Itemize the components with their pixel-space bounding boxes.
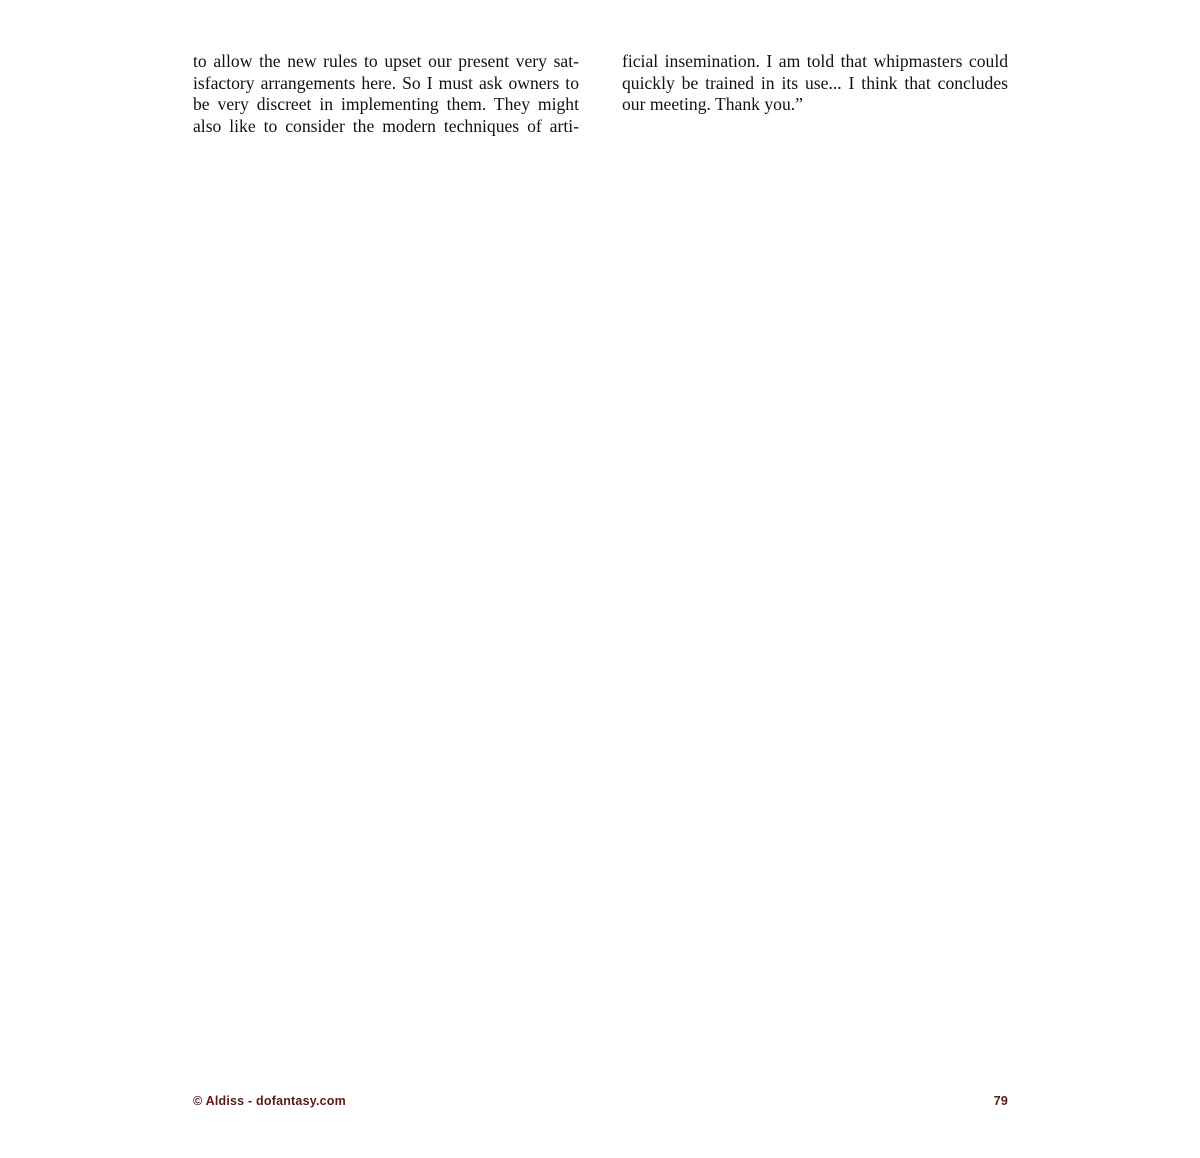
text-line: also like to consider the modern techniques of arti- — [193, 116, 579, 137]
text-line: our meeting. Thank you.” — [622, 94, 803, 115]
text-column-left — [193, 51, 579, 138]
text-line: ficial insemination. I am told that whipmasters could — [622, 51, 1008, 71]
text-line: quickly be trained in its use... I think that concludes — [622, 72, 1008, 93]
page-number: 79 — [993, 1094, 1008, 1108]
text-column-right — [622, 51, 1008, 116]
footer-copyright: © Aldiss - dofantasy.com — [193, 1094, 346, 1108]
text-line: isfactory arrangements here. So I must ask owners to — [193, 72, 579, 93]
text-line: be very discreet in implementing them. They might — [193, 94, 579, 115]
text-line: to allow the new rules to upset our present very sat- — [193, 51, 579, 71]
